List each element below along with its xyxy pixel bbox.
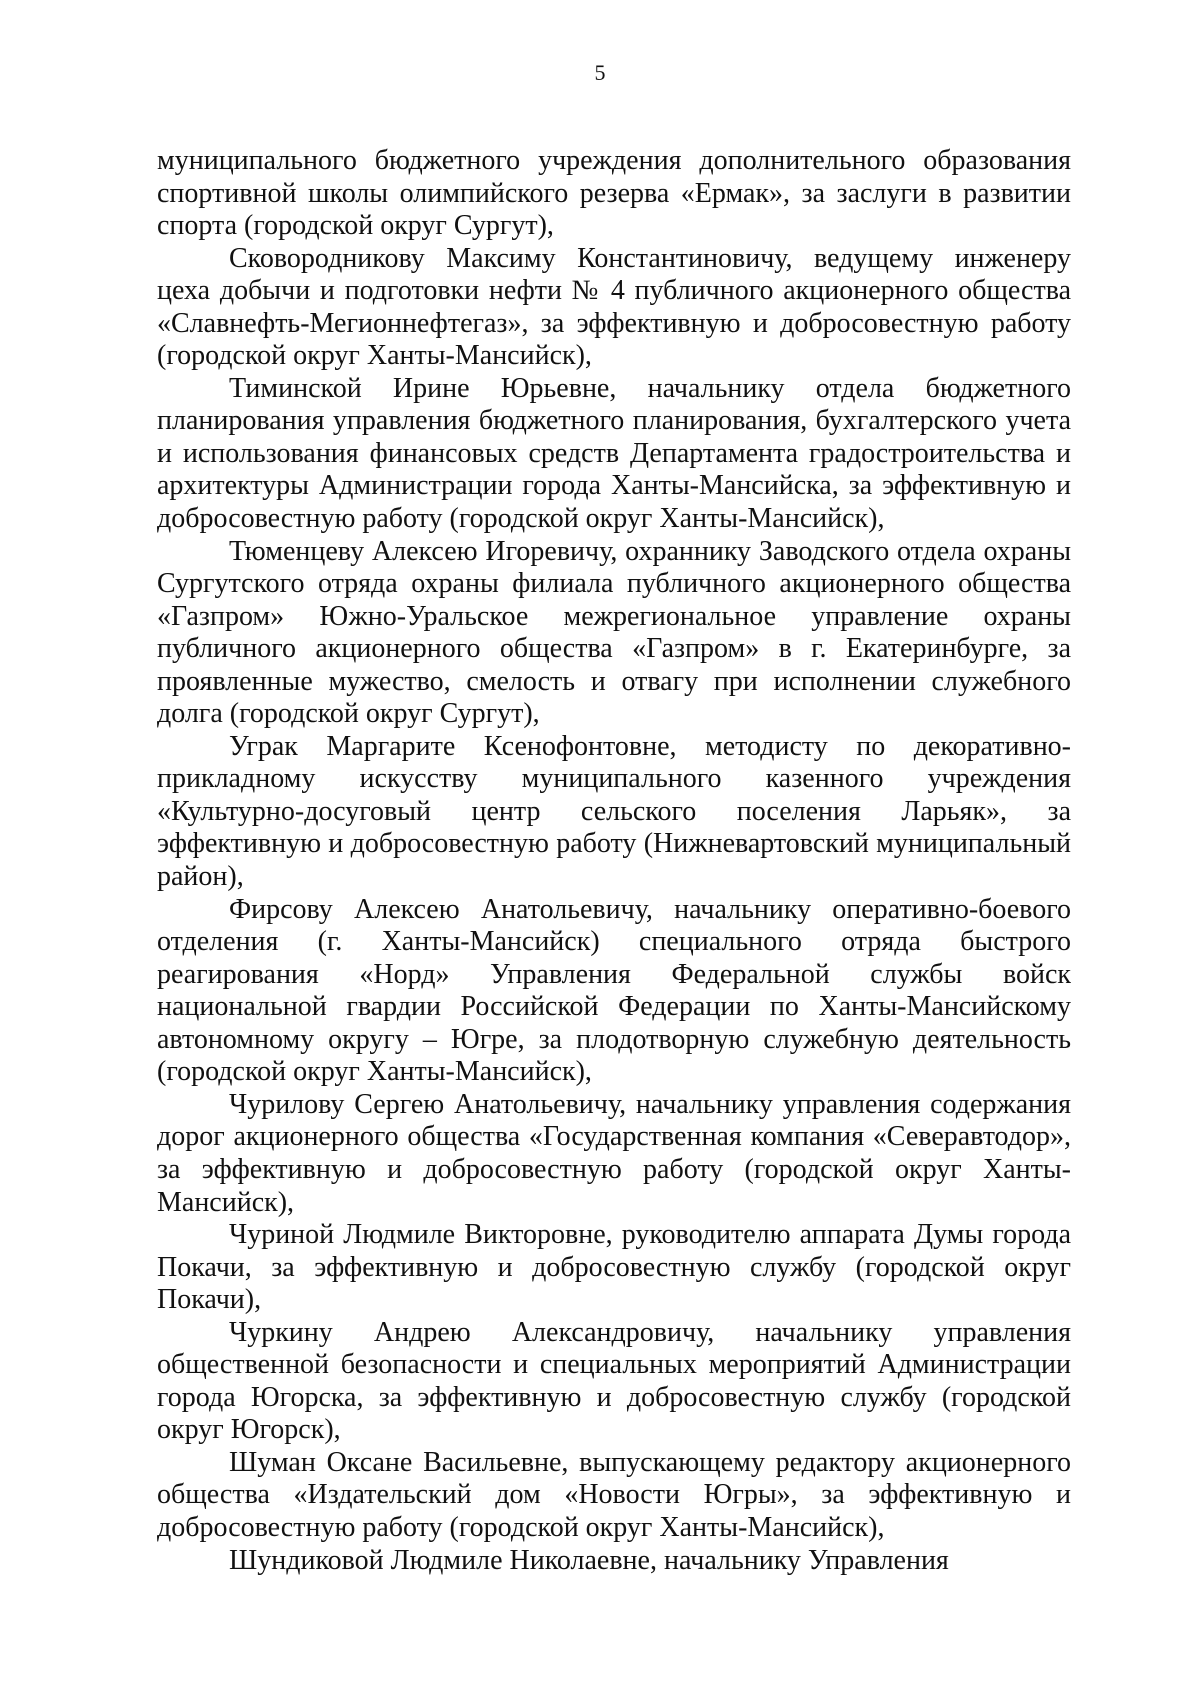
document-body	[157, 145, 1071, 1577]
entry-tyumentsev: Тюменцеву Алексею Игоревичу, охраннику Заводского отдела охраны Сургутского отряда охраны филиала публичного акционерного общества «Газпром» Южно-Уральское межрегиональное управление охраны публичного акционерного общества «Газпром» в г. Екатеринбурге, за проявленные мужество, смелость и отвагу при исполнении служебного долга (городской округ Сургут),	[157, 535, 1071, 730]
entry-churilov: Чурилову Сергею Анатольевичу, начальнику управления содержания дорог акционерного общества «Государственная компания «Северавтодор», за эффективную и добросовестную работу (городской округ Ханты-Мансийск),	[157, 1088, 1071, 1218]
entry-skovorodnikov: Сковородникову Максиму Константиновичу, ведущему инженеру цеха добычи и подготовки нефти № 4 публичного акционерного общества «Славнефть-Мегионнефтегаз», за эффективную и добросовестную работу (городской округ Ханты-Мансийск),	[157, 242, 1071, 372]
entry-firsov: Фирсову Алексею Анатольевичу, начальнику оперативно-боевого отделения (г. Ханты-Мансийск) специального отряда быстрого реагирования «Норд» Управления Федеральной службы войск национальной гвардии Российской Федерации по Ханты-Мансийскому автономному округу – Югре, за плодотворную служебную деятельность (городской округ Ханты-Мансийск),	[157, 893, 1071, 1088]
entry-churkin: Чуркину Андрею Александровичу, начальнику управления общественной безопасности и специальных мероприятий Администрации города Югорска, за эффективную и добросовестную службу (городской округ Югорск),	[157, 1316, 1071, 1446]
page-number: 5	[594, 60, 606, 85]
entry-churina: Чуриной Людмиле Викторовне, руководителю аппарата Думы города Покачи, за эффективную и добросовестную службу (городской округ Покачи),	[157, 1219, 1071, 1316]
entry-ermak-continuation: муниципального бюджетного учреждения дополнительного образования спортивной школы олимпийского резерва «Ермак», за заслуги в развитии спорта (городской округ Сургут),	[157, 145, 1071, 242]
entry-timinskaya: Тиминской Ирине Юрьевне, начальнику отдела бюджетного планирования управления бюджетного планирования, бухгалтерского учета и использования финансовых средств Департамента градостроительства и архитектуры Администрации города Ханты-Мансийска, за эффективную и добросовестную работу (городской округ Ханты-Мансийск),	[157, 372, 1071, 535]
entry-ugrak: Уграк Маргарите Ксенофонтовне, методисту по декоративно-прикладному искусству муниципального казенного учреждения «Культурно-досуговый центр сельского поселения Ларьяк», за эффективную и добросовестную работу (Нижневартовский муниципальный район),	[157, 730, 1071, 893]
entry-shundikova: Шундиковой Людмиле Николаевне, начальнику Управления	[229, 1544, 949, 1576]
entry-shuman: Шуман Оксане Васильевне, выпускающему редактору акционерного общества «Издательский дом «Новости Югры», за эффективную и добросовестную работу (городской округ Ханты-Мансийск),	[157, 1446, 1071, 1543]
